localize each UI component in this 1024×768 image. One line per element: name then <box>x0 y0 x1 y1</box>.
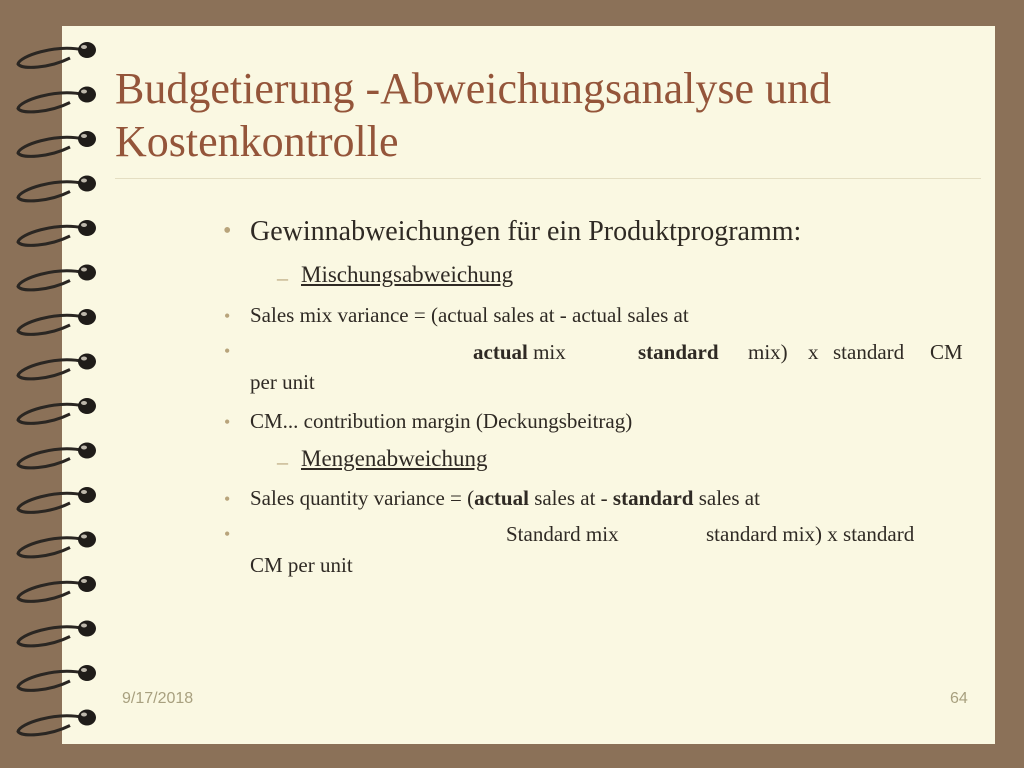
subheading-quantity: Mengenabweichung <box>301 446 488 471</box>
footer-date: 9/17/2018 <box>122 690 194 707</box>
subheading-mix: Mischungsabweichung <box>301 262 514 287</box>
text-line: standard <box>833 340 905 364</box>
text-line: CM per unit <box>250 553 353 577</box>
bullet-dot-icon: • <box>224 341 231 361</box>
text-line: standard <box>638 340 719 364</box>
bullet-dot-icon: • <box>224 489 231 509</box>
text-line: actual mix <box>473 340 566 364</box>
main-bullet: Gewinnabweichungen für ein Produktprogramm: <box>250 216 802 247</box>
page-number: 64 <box>950 690 968 707</box>
bullet-dot-icon: • <box>224 412 231 432</box>
bullet-dot-icon: • <box>224 524 231 544</box>
text-line: CM <box>930 340 963 364</box>
text-line: standard mix) x standard <box>706 522 915 546</box>
text-line: Sales mix variance = (actual sales at - actual sales at <box>250 303 689 327</box>
text-line: mix) <box>748 340 788 364</box>
bullet-dot-icon: • <box>224 306 231 326</box>
text-line: per unit <box>250 370 315 394</box>
slide-title: Budgetierung -Abweichungsanalyse und Kostenkontrolle <box>115 64 832 166</box>
dash-icon: – <box>277 449 288 474</box>
text-line: Standard mix <box>506 522 619 546</box>
bullet-dot-icon: • <box>223 218 232 244</box>
dash-icon: – <box>277 265 288 290</box>
text-line: x <box>808 340 819 364</box>
text-line: CM... contribution margin (Deckungsbeitrag) <box>250 409 633 433</box>
text-line: Sales quantity variance = (actual sales at - standard sales at <box>250 486 760 510</box>
